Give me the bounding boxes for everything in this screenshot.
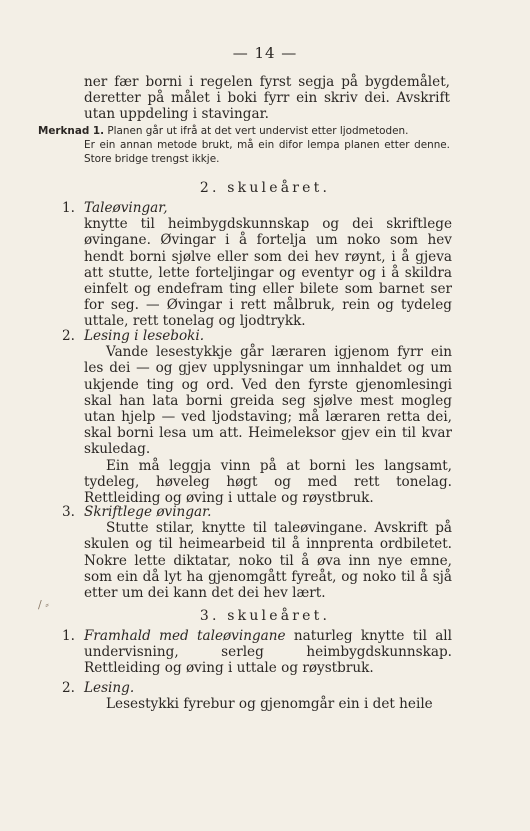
- item-text-wrap: [84, 628, 452, 677]
- item-paragraph-2: Ein må leggja vinn på at borni les langsamt, tydeleg, høveleg høgt og med rett tonelag. Rettleiding og øving i uttale og røystbruk.: [84, 457, 452, 507]
- year3-item-1: [62, 628, 452, 677]
- item-title: Framhald med taleøvingane: [84, 628, 286, 644]
- item-number: 2.: [62, 680, 75, 696]
- intro-text: ner fær borni i regelen fyrst segja på bygdemålet, deretter på målet i boki fyrr ein skriv dei. Avskrift utan uppdeling i stavingar.: [84, 74, 450, 123]
- intro-paragraph: [84, 74, 450, 123]
- year3-item-2: [62, 680, 452, 712]
- note-label: Merknad 1.: [38, 125, 105, 137]
- item-title: Lesing i leseboki.: [84, 328, 205, 344]
- item-paragraph-1: Stutte stilar, knytte til taleøvingane. Avskrift på skulen og til heimearbeid til å innprenta ordbiletet. Nokre lette diktatar, noko til å øva inn nye emne, som ein då lyt ha gjenomgått fyreåt, og noko til å sjå etter um dei kann det dei hev lært.: [84, 520, 452, 602]
- margin-pencil-mark: / ⸗: [38, 598, 49, 611]
- item-title: Skriftlege øvingar.: [84, 504, 212, 520]
- item-text: knytte til heimbygdskunnskap og dei skriftlege øvingane. Øvingar i å fortelja um noko som hev hendt borni sjølve eller som dei hev røynt, i å gjeva att stutte, lette forteljingar og eventyr og i å skildra einfelt og endefram ting eller bilete som barnet ser for seg. — Øvingar i rett målbruk, rein og tydeleg uttale, rett tonelag og ljodtrykk.: [84, 216, 452, 330]
- page-number: — 14 —: [232, 44, 298, 62]
- item-title: Lesing.: [84, 680, 135, 696]
- item-number: 1.: [62, 200, 75, 216]
- item-number: 3.: [62, 504, 75, 520]
- note-block: [38, 124, 450, 166]
- year2-heading: 2. skuleåret.: [199, 180, 331, 196]
- note-line1: Planen går ut ifrå at det vert undervist etter ljodmetoden.: [107, 125, 409, 137]
- item-number: 2.: [62, 328, 75, 344]
- year3-heading: 3. skuleåret.: [199, 608, 331, 624]
- item-number: 1.: [62, 628, 75, 644]
- note-line2: Er ein annan metode brukt, må ein difor lempa planen etter denne. Store bridge trengst ikkje.: [84, 139, 450, 165]
- year2-item-3: [62, 504, 452, 601]
- year2-item-2: [62, 328, 452, 506]
- item-text: naturleg knytte til all undervisning, serleg heimbygdskunnskap. Rettleiding og øving i uttale og røystbruk.: [84, 628, 452, 677]
- item-paragraph-1: Vande lesestykkje går læraren igjenom fyrr ein les dei — og gjev upplysningar um innhaldet og um ukjende ting og ord. Ved den fyrste gjenomlesingi skal han lata borni greida seg sjølve mest mogleg utan hjelp — ved ljodstaving; må læraren retta dei, skal borni lesa um att. Heimeleksor gjev ein til kvar skuledag.: [84, 344, 452, 458]
- year2-item-1: [62, 200, 452, 330]
- item-paragraph-1: Lesestykki fyrebur og gjenomgår ein i det heile: [106, 696, 433, 713]
- item-title: Taleøvingar,: [84, 200, 168, 216]
